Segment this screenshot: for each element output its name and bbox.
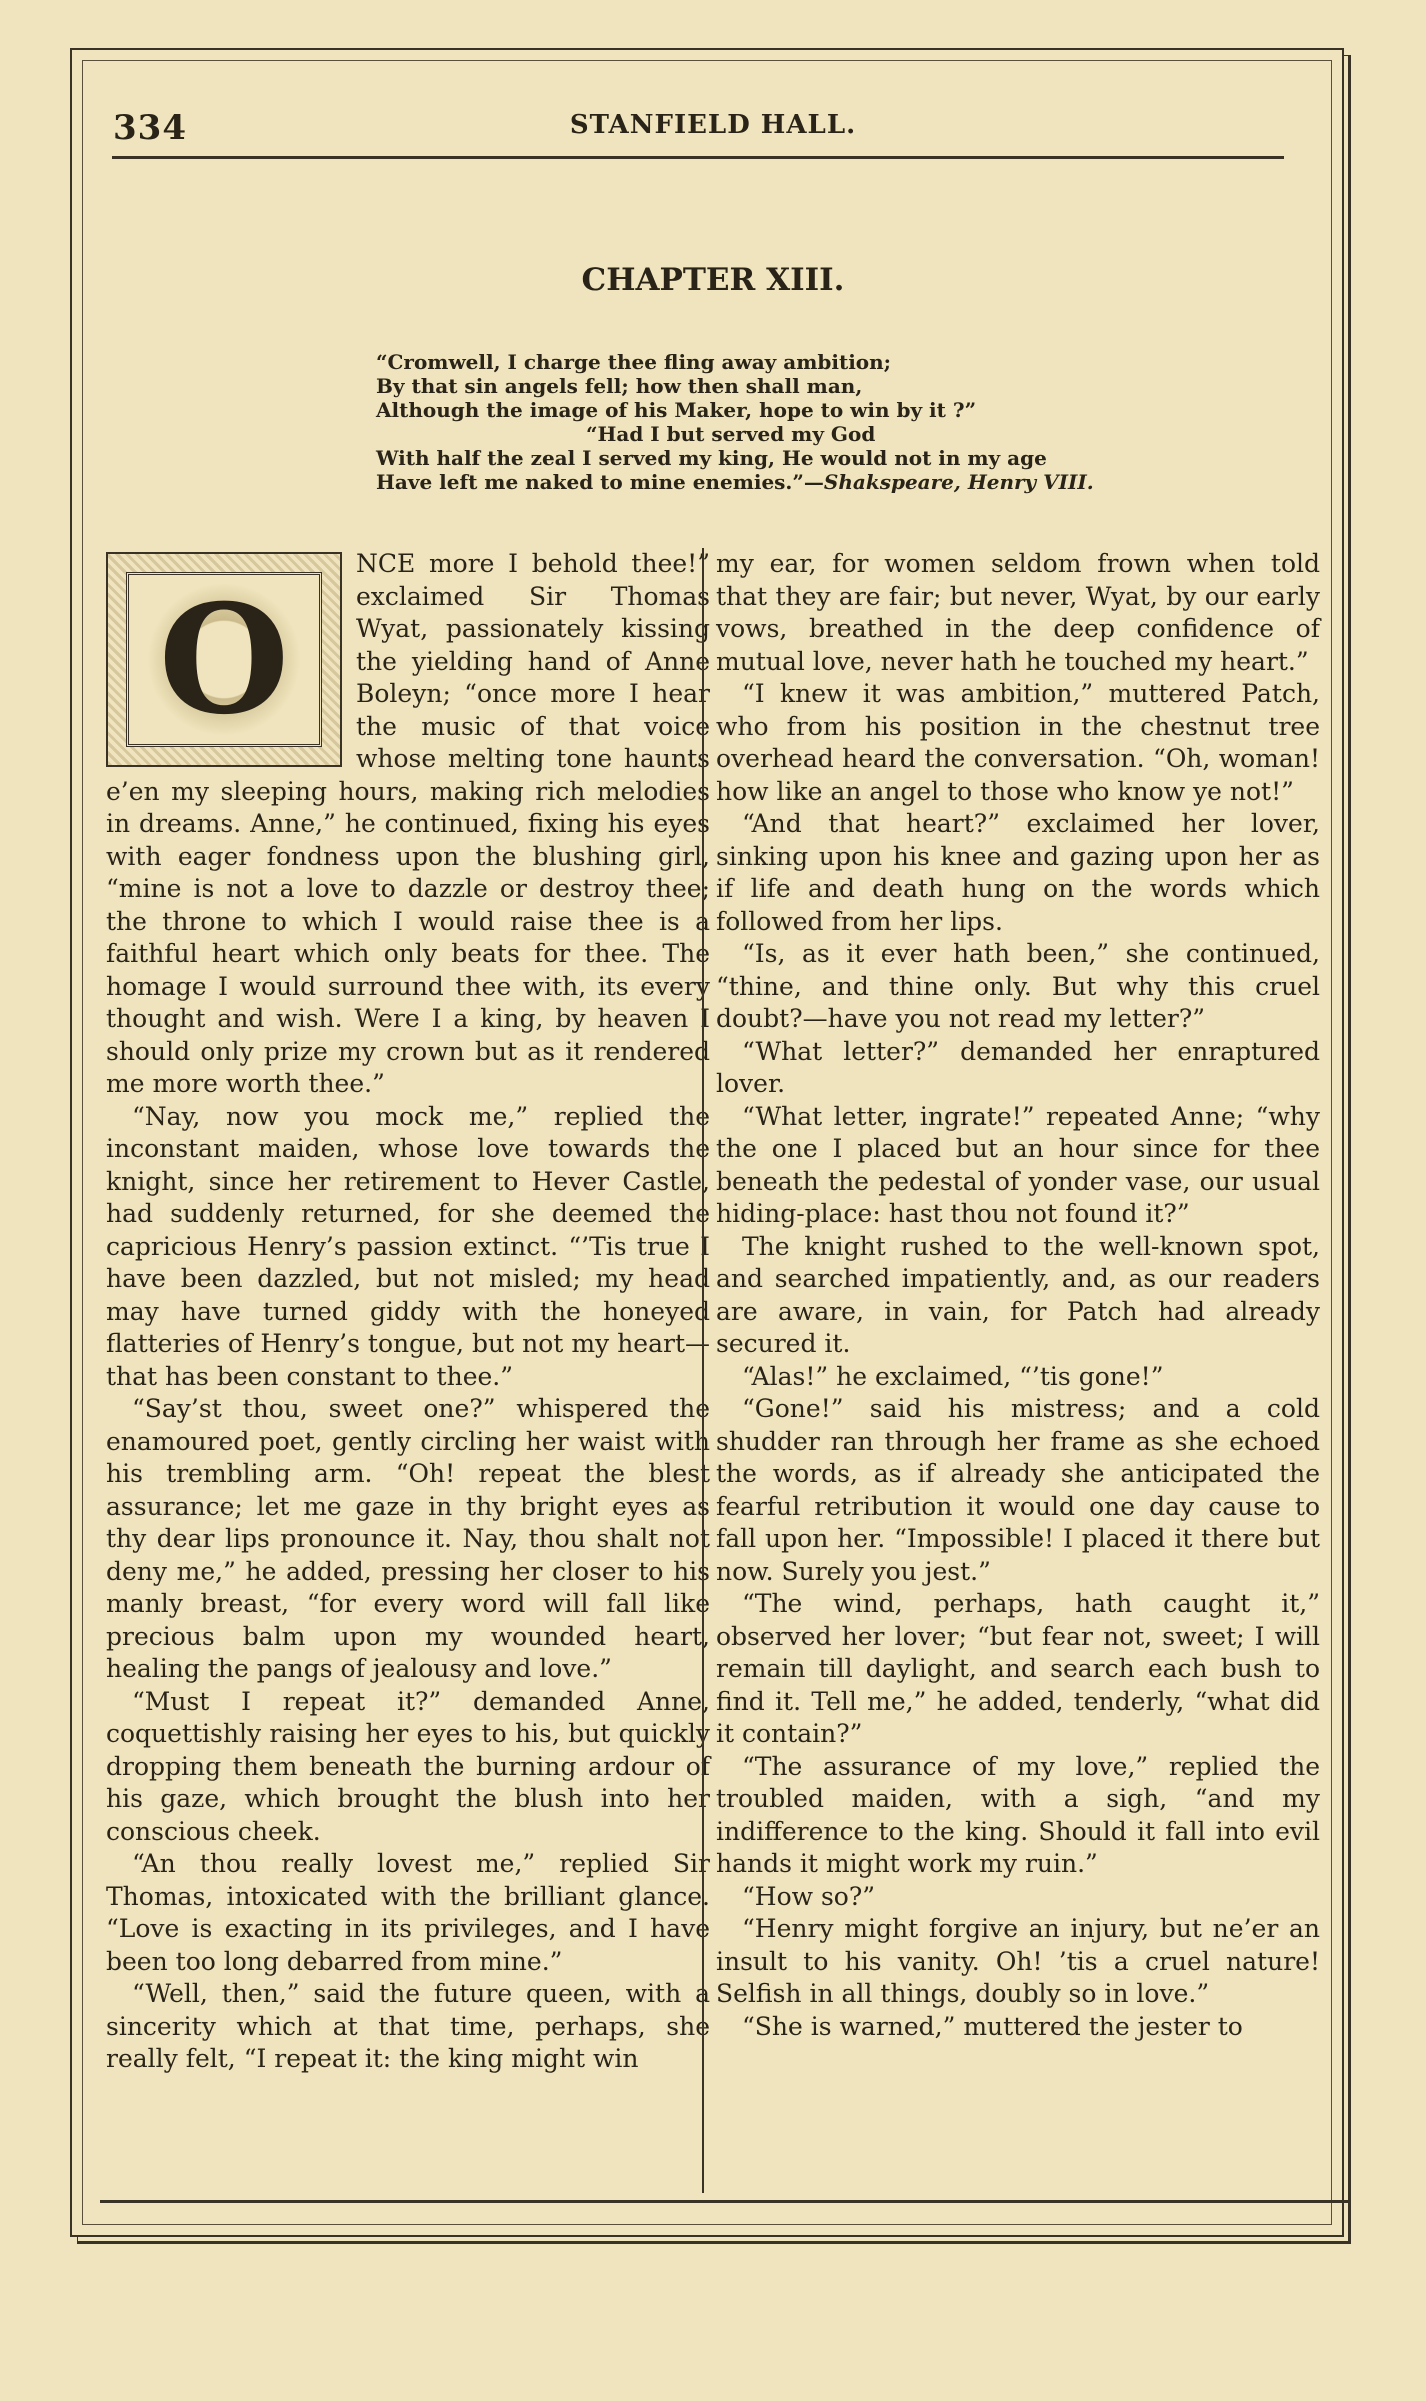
right-column [716,548,1320,2198]
paragraph: “Well, then,” said the future queen, with a sincerity which at that time, perhaps, she really felt, “I repeat it: the king might win [106,1979,710,2073]
paragraph: “Henry might forgive an injury, but ne’er an insult to his vanity. Oh! ’tis a cruel nature! Selfish in all things, doubly so in love.” [716,1914,1320,2008]
paragraph: “Gone!” said his mistress; and a cold shudder ran through her frame as she echoed the words, as if already she anticipated the fearful retribution it would one day cause to fall upon her. “Impossible! I placed it there but now. Surely you jest.” [716,1394,1320,1586]
epigraph-line-last [376,470,1176,494]
epigraph [376,350,1176,494]
paragraph: “An thou really lovest me,” replied Sir Thomas, intoxicated with the brilliant glance. “Love is exacting in its privileges, and I have been too long debarred from mine.” [106,1849,710,1976]
epigraph-line: “Cromwell, I charge thee fling away ambition; [376,350,892,374]
paragraph: “Say’st thou, sweet one?” whispered the enamoured poet, gently circling her waist with his trembling arm. “Oh! repeat the blest assurance; let me gaze in thy bright eyes as thy dear lips pronounce it. Nay, thou shalt not deny me,” he added, pressing her closer to his manly breast, “for every word will fall like precious balm upon my wounded heart, healing the pangs of jealousy and love.” [106,1394,710,1683]
drop-cap-letter: O [158,571,290,748]
paragraph: “What letter, ingrate!” repeated Anne; “why the one I placed but an hour since for thee beneath the pedestal of yonder vase, our usual hiding-place: hast thou not found it?” [716,1101,1320,1228]
epigraph-attribution: Shakspeare, Henry VIII. [823,470,1094,494]
chapter-title: CHAPTER XIII. [581,262,845,298]
footer-rule [100,2200,1350,2203]
paragraph: my ear, for women seldom frown when told that they are fair; but never, Wyat, by our early vows, breathed in the deep confidence of mutual love, never hath he touched my heart.” [716,549,1320,676]
paragraph: NCE more I behold thee!” exclaimed Sir Thomas Wyat, passionately kissing the yielding hand of Anne Boleyn; “once more I hear the music of that voice whose melting tone haunts e’en my sleeping hours, making rich melodies in dreams. Anne,” he continued, fixing his eyes with eager fondness upon the blushing girl, “mine is not a love to dazzle or destroy thee; the throne to which I would raise thee is a faithful heart which only beats for thee. The homage I would surround thee with, its every thought and wish. Were I a king, by heaven I should only prize my crown but as it rendered me more worth thee.” [106,549,710,1098]
paragraph: “Must I repeat it?” demanded Anne, coquettishly raising her eyes to his, but quickly dropping them beneath the burning ardour of his gaze, which brought the blush into her conscious cheek. [106,1686,710,1846]
epigraph-line: Although the image of his Maker, hope to win by it ?” [376,398,977,422]
drop-cap-ornament [126,572,322,747]
paragraph: “Nay, now you mock me,” replied the inconstant maiden, whose love towards the knight, since her retirement to Hever Castle, had suddenly returned, for she deemed the capricious Henry’s passion extinct. “’Tis true I have been dazzled, but not misled; my head may have turned giddy with the honeyed flatteries of Henry’s tongue, but not my heart—that has been constant to thee.” [106,1101,710,1391]
left-column [106,548,710,2198]
page-number: 334 [113,108,187,148]
paragraph: “She is warned,” muttered the jester to [742,2011,1243,2041]
paragraph: “How so?” [742,1881,876,1911]
epigraph-line: With half the zeal I served my king, He would not in my age [376,446,1047,470]
epigraph-line: By that sin angels fell; how then shall man, [376,374,863,398]
paragraph: “What letter?” demanded her enraptured lover. [716,1036,1320,1098]
paragraph: “The assurance of my love,” replied the troubled maiden, with a sigh, “and my indifference to the king. Should it fall into evil hands it might work my ruin.” [716,1751,1320,1878]
paragraph: “The wind, perhaps, hath caught it,” observed her lover; “but fear not, sweet; I will remain till daylight, and search each bush to find it. Tell me,” he added, tenderly, “what did it contain?” [716,1589,1320,1748]
paragraph: “And that heart?” exclaimed her lover, sinking upon his knee and gazing upon her as if life and death hung on the words which followed from her lips. [716,809,1320,936]
epigraph-line: “Had I but served my God [586,422,876,446]
epigraph-line: Have left me naked to mine enemies.”— [376,470,824,494]
header-rule [112,156,1284,159]
paragraph: “Alas!” he exclaimed, “’tis gone!” [742,1361,1164,1391]
paragraph: The knight rushed to the well-known spot, and searched impatiently, and, as our readers are aware, in vain, for Patch had already secured it. [716,1231,1320,1358]
paragraph: “I knew it was ambition,” muttered Patch, who from his position in the chestnut tree overhead heard the conversation. “Oh, woman! how like an angel to those who know ye not!” [716,679,1320,806]
running-head: STANFIELD HALL. [569,110,857,140]
ornamental-drop-cap [106,552,342,767]
column-divider [702,548,704,2193]
paragraph: “Is, as it ever hath been,” she continued, “thine, and thine only. But why this cruel doubt?—have you not read my letter?” [716,939,1320,1033]
